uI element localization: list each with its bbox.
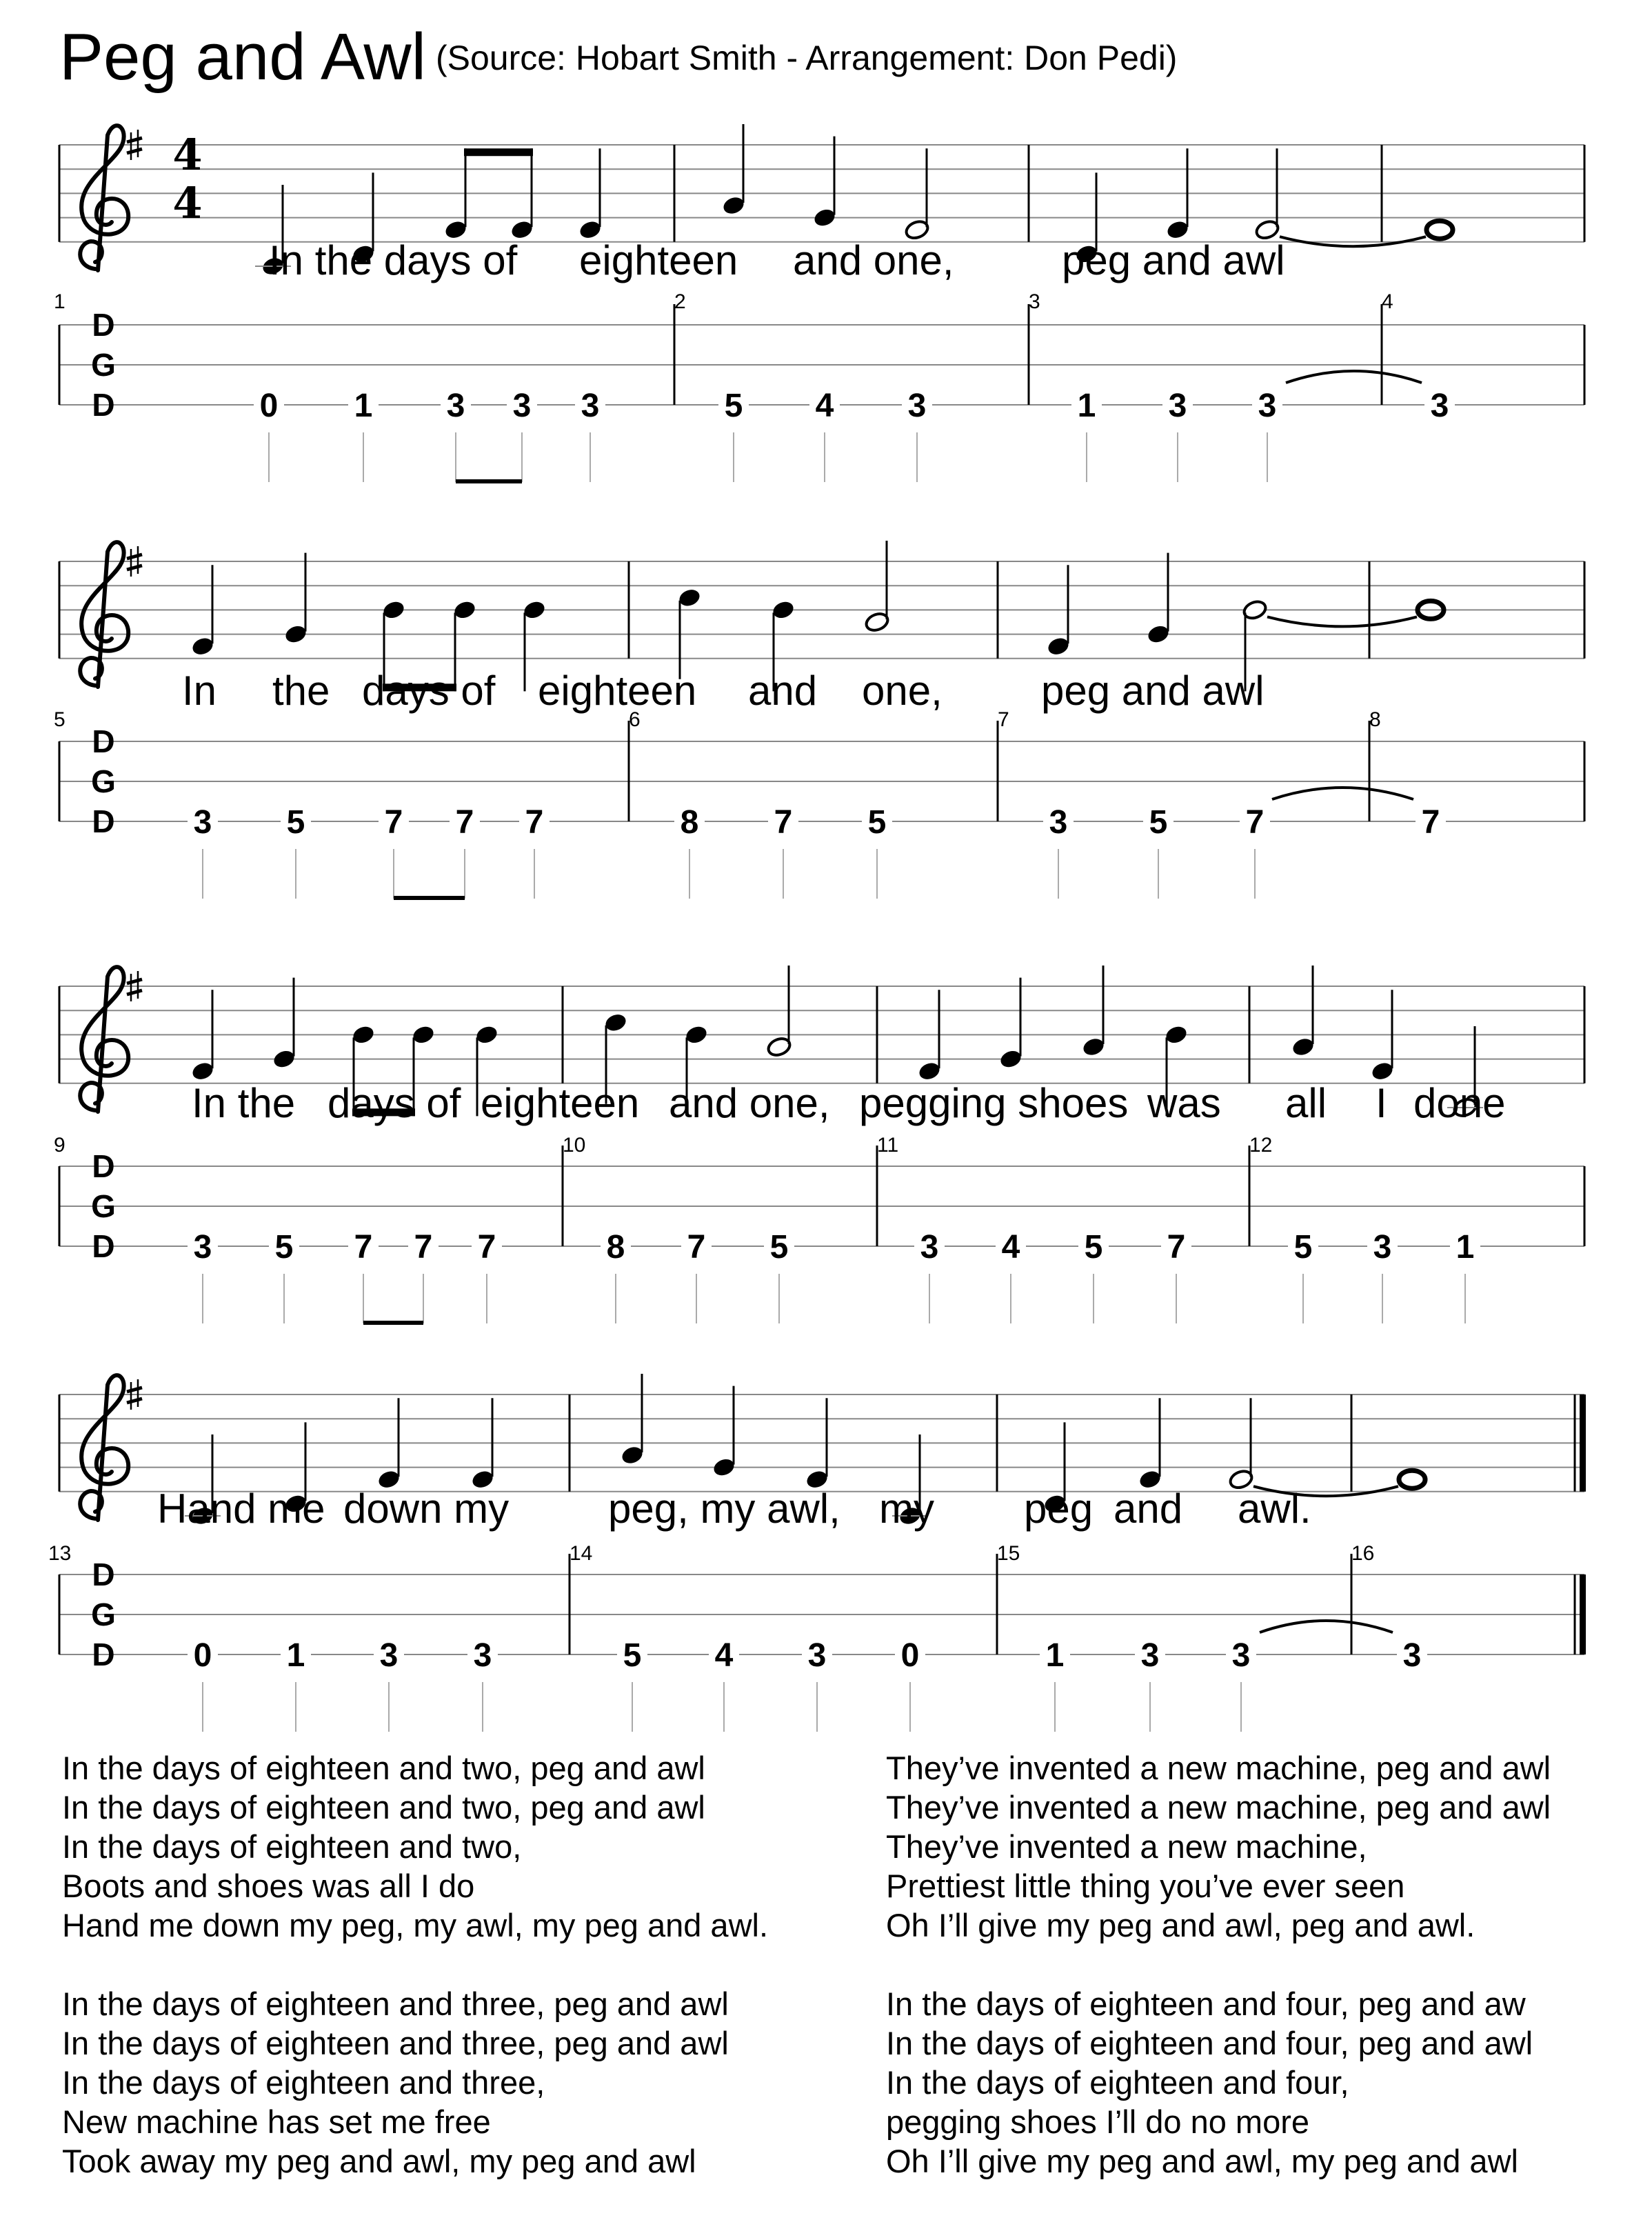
tab-fret-number: 7 (1421, 804, 1440, 841)
lyric: Hand me (157, 1486, 325, 1532)
verse-line: In the days of eighteen and two, peg and awl (62, 1789, 705, 1826)
tab-fret-number: 5 (1149, 804, 1168, 841)
tab-beam (456, 479, 522, 483)
beam (464, 148, 533, 156)
tab-fret-number: 3 (907, 388, 927, 424)
note (1254, 148, 1280, 241)
system-1 (54, 124, 1584, 483)
measure-number: 5 (54, 708, 66, 731)
note (510, 148, 534, 241)
lyric: In the days of (269, 237, 518, 283)
tab-string-label: D (92, 307, 115, 343)
verse-line: They’ve invented a new machine, peg and awl (886, 1750, 1551, 1786)
verse-line: Prettiest little thing you’ve ever seen (886, 1868, 1405, 1904)
tab-tie (1286, 371, 1422, 383)
lyric: eighteen (579, 237, 738, 283)
tab-fret-number: 0 (259, 388, 279, 424)
verse-line: In the days of eighteen and four, (886, 2064, 1349, 2101)
note (1165, 148, 1190, 241)
lyric: eighteen (481, 1080, 640, 1126)
system-4 (48, 1374, 1586, 1732)
verse-line: Oh I’ll give my peg and awl, peg and awl. (886, 1907, 1475, 1943)
verse-line: Hand me down my peg, my awl, my peg and awl. (62, 1907, 769, 1943)
lyric: and (748, 668, 818, 714)
tab-fret-number: 3 (1430, 388, 1449, 424)
note (470, 1398, 495, 1490)
measure-number: 11 (877, 1134, 899, 1157)
tab-fret-number: 5 (724, 388, 743, 424)
tab-string-label: G (91, 347, 116, 383)
tab-string-label: D (92, 1557, 115, 1592)
measure-number: 9 (54, 1134, 66, 1157)
lyric: awl. (1238, 1486, 1311, 1532)
lyric: peg (1024, 1486, 1094, 1532)
note (766, 966, 792, 1058)
tab-fret-number: 7 (1245, 804, 1265, 841)
measure-number: 8 (1369, 708, 1381, 731)
lyric: peg and awl (1041, 668, 1265, 714)
tab-fret-number: 4 (815, 388, 834, 424)
note (578, 148, 603, 241)
measure-number: 15 (997, 1542, 1020, 1565)
tie (1267, 617, 1417, 626)
tab-fret-number: 5 (769, 1229, 789, 1266)
tab-fret-number: 3 (1168, 388, 1187, 424)
staff (59, 145, 1584, 242)
measure-number: 1 (54, 290, 66, 313)
lyric: down my (343, 1486, 510, 1532)
tab-fret-number: 7 (525, 804, 544, 841)
time-signature-bottom: 4 (172, 178, 203, 228)
note (812, 137, 837, 229)
measure-number: 12 (1249, 1134, 1273, 1157)
tab-fret-number: 3 (1049, 804, 1068, 841)
verse-line: In the days of eighteen and three, (62, 2064, 545, 2101)
tab-fret-number: 5 (623, 1637, 642, 1674)
tab-fret-number: 3 (193, 1229, 212, 1266)
left-verse-2 (62, 1984, 768, 2181)
tab-string-label: D (92, 803, 115, 839)
tab-tie (1272, 788, 1413, 799)
tab-string-label: D (92, 387, 115, 423)
measure-number: 4 (1382, 290, 1393, 313)
note (677, 587, 702, 679)
tab-fret-number: 5 (274, 1229, 294, 1266)
system-2 (54, 541, 1584, 900)
note (1138, 1398, 1162, 1490)
verse-line: They’ve invented a new machine, (886, 1828, 1367, 1865)
page-title: Peg and Awl (59, 20, 426, 94)
whole-note-head (1399, 1470, 1425, 1488)
note (1399, 1470, 1425, 1488)
tab-fret-number: 0 (900, 1637, 920, 1674)
tab-string-label: G (91, 1597, 116, 1632)
tab-string-label: D (92, 723, 115, 759)
verse-line: Took away my peg and awl, my peg and awl (62, 2143, 696, 2179)
lyric: my (879, 1486, 934, 1532)
verse-line: Boots and shoes was all I do (62, 1868, 475, 1904)
time-signature-top: 4 (172, 130, 203, 180)
lyric: all (1285, 1080, 1327, 1126)
measure-number: 3 (1029, 290, 1040, 313)
verse-line: In the days of eighteen and four, peg and awl (886, 2025, 1533, 2061)
staff (59, 986, 1584, 1083)
tab-fret-number: 1 (1077, 388, 1096, 424)
lyric: done (1413, 1080, 1506, 1126)
lyric: days of (362, 668, 496, 714)
verse-line: In the days of eighteen and four, peg and aw (886, 1986, 1526, 2022)
tab-fret-number: 1 (1455, 1229, 1475, 1266)
tab-fret-number: 3 (1373, 1229, 1392, 1266)
note (1291, 966, 1316, 1058)
note (190, 990, 215, 1082)
tab-fret-number: 7 (384, 804, 403, 841)
verses-left-column (62, 1748, 768, 2220)
tab-fret-number: 0 (193, 1637, 212, 1674)
tab-beam (363, 1321, 423, 1325)
tab-fret-number: 3 (512, 388, 532, 424)
staff (59, 561, 1584, 659)
measure-number: 13 (48, 1542, 72, 1565)
tab-fret-number: 3 (379, 1637, 399, 1674)
system-3 (54, 966, 1584, 1325)
verse-line: In the days of eighteen and two, (62, 1828, 522, 1865)
tab-fret-number: 7 (477, 1229, 496, 1266)
right-verse-2 (886, 1984, 1551, 2181)
lyric: I (1376, 1080, 1387, 1126)
note (283, 553, 308, 646)
verse-line: In the days of eighteen and two, peg and awl (62, 1750, 705, 1786)
note (190, 565, 215, 657)
treble-clef-icon (80, 126, 128, 270)
verse-line: pegging shoes I’ll do no more (886, 2103, 1310, 2140)
tab-fret-number: 3 (193, 804, 212, 841)
tab-fret-number: 8 (606, 1229, 625, 1266)
note (904, 148, 930, 241)
left-verse-1 (62, 1748, 768, 1945)
tab-string-label: D (92, 1637, 115, 1672)
tab-fret-number: 8 (680, 804, 699, 841)
verse-line: Oh I’ll give my peg and awl, my peg and awl (886, 2143, 1518, 2179)
tab-string-label: G (91, 763, 116, 799)
note (1427, 221, 1453, 239)
tab-fret-number: 7 (1167, 1229, 1186, 1266)
note (1370, 990, 1395, 1082)
lyric: was (1147, 1080, 1221, 1126)
tab-tie (1260, 1621, 1393, 1632)
verse-line: New machine has set me free (62, 2103, 491, 2140)
treble-clef-icon (80, 967, 128, 1112)
note (864, 541, 890, 633)
lyric: days of (328, 1080, 461, 1126)
note (917, 990, 942, 1082)
measure-number: 2 (674, 290, 686, 313)
tab-fret-number: 3 (473, 1637, 492, 1674)
tab-string-label: D (92, 1148, 115, 1184)
tab-fret-number: 1 (1045, 1637, 1065, 1674)
note (620, 1374, 645, 1466)
tab-fret-number: 3 (446, 388, 465, 424)
note (376, 1398, 401, 1490)
measure-number: 10 (563, 1134, 586, 1157)
whole-note-head (1427, 221, 1453, 239)
lyric: pegging shoes (859, 1080, 1129, 1126)
measure-number: 6 (629, 708, 641, 731)
tab-fret-number: 3 (920, 1229, 939, 1266)
note (1146, 553, 1171, 646)
lyric: one, (862, 668, 943, 714)
verse-line: In the days of eighteen and three, peg and awl (62, 2025, 729, 2061)
tab-fret-number: 7 (774, 804, 793, 841)
final-barline (1580, 1574, 1586, 1654)
verse-line: They’ve invented a new machine, peg and awl (886, 1789, 1551, 1826)
note (721, 124, 746, 217)
tab-fret-number: 4 (714, 1637, 734, 1674)
lyric: In the (192, 1080, 296, 1126)
lyric: peg and awl (1062, 237, 1285, 283)
lyric: and one, (793, 237, 954, 283)
note (712, 1386, 736, 1479)
tab-fret-number: 3 (581, 388, 600, 424)
note (272, 978, 296, 1070)
tab-fret-number: 3 (1140, 1637, 1160, 1674)
verses-right-column (886, 1748, 1551, 2220)
final-barline (1580, 1394, 1586, 1492)
tab-fret-number: 4 (1001, 1229, 1020, 1266)
tab-string-label: D (92, 1228, 115, 1264)
lyric: eighteen (538, 668, 697, 714)
tab-fret-number: 7 (687, 1229, 706, 1266)
right-verse-1 (886, 1748, 1551, 1945)
tab-fret-number: 5 (286, 804, 305, 841)
note (1046, 565, 1071, 657)
lyric: and one, (669, 1080, 830, 1126)
tab-fret-number: 7 (354, 1229, 373, 1266)
tab-fret-number: 7 (455, 804, 474, 841)
measure-number: 7 (998, 708, 1009, 731)
lyric: In (182, 668, 217, 714)
note (443, 148, 468, 241)
tab-fret-number: 3 (1258, 388, 1277, 424)
tab-fret-number: 1 (286, 1637, 305, 1674)
tab-fret-number: 3 (1231, 1637, 1251, 1674)
lyric: and (1114, 1486, 1183, 1532)
tab-fret-number: 5 (1084, 1229, 1103, 1266)
note (1081, 966, 1106, 1058)
tab-fret-number: 3 (1402, 1637, 1422, 1674)
note (1228, 1398, 1254, 1490)
treble-clef-icon (80, 542, 128, 687)
measure-number: 16 (1351, 1542, 1375, 1565)
tab-fret-number: 5 (1293, 1229, 1313, 1266)
tab-fret-number: 5 (867, 804, 887, 841)
lyric: the (272, 668, 330, 714)
tab-fret-number: 1 (354, 388, 373, 424)
treble-clef-icon (80, 1375, 128, 1520)
tab-fret-number: 7 (414, 1229, 433, 1266)
measure-number: 14 (570, 1542, 593, 1565)
note (998, 978, 1023, 1070)
lyric: peg, my awl, (608, 1486, 840, 1532)
note (805, 1398, 829, 1490)
page-subtitle: (Source: Hobart Smith - Arrangement: Don Pedi) (435, 39, 1178, 77)
tab-fret-number: 3 (807, 1637, 827, 1674)
verse-line: In the days of eighteen and three, peg and awl (62, 1986, 729, 2022)
tab-string-label: G (91, 1188, 116, 1224)
tab-beam (394, 896, 465, 900)
